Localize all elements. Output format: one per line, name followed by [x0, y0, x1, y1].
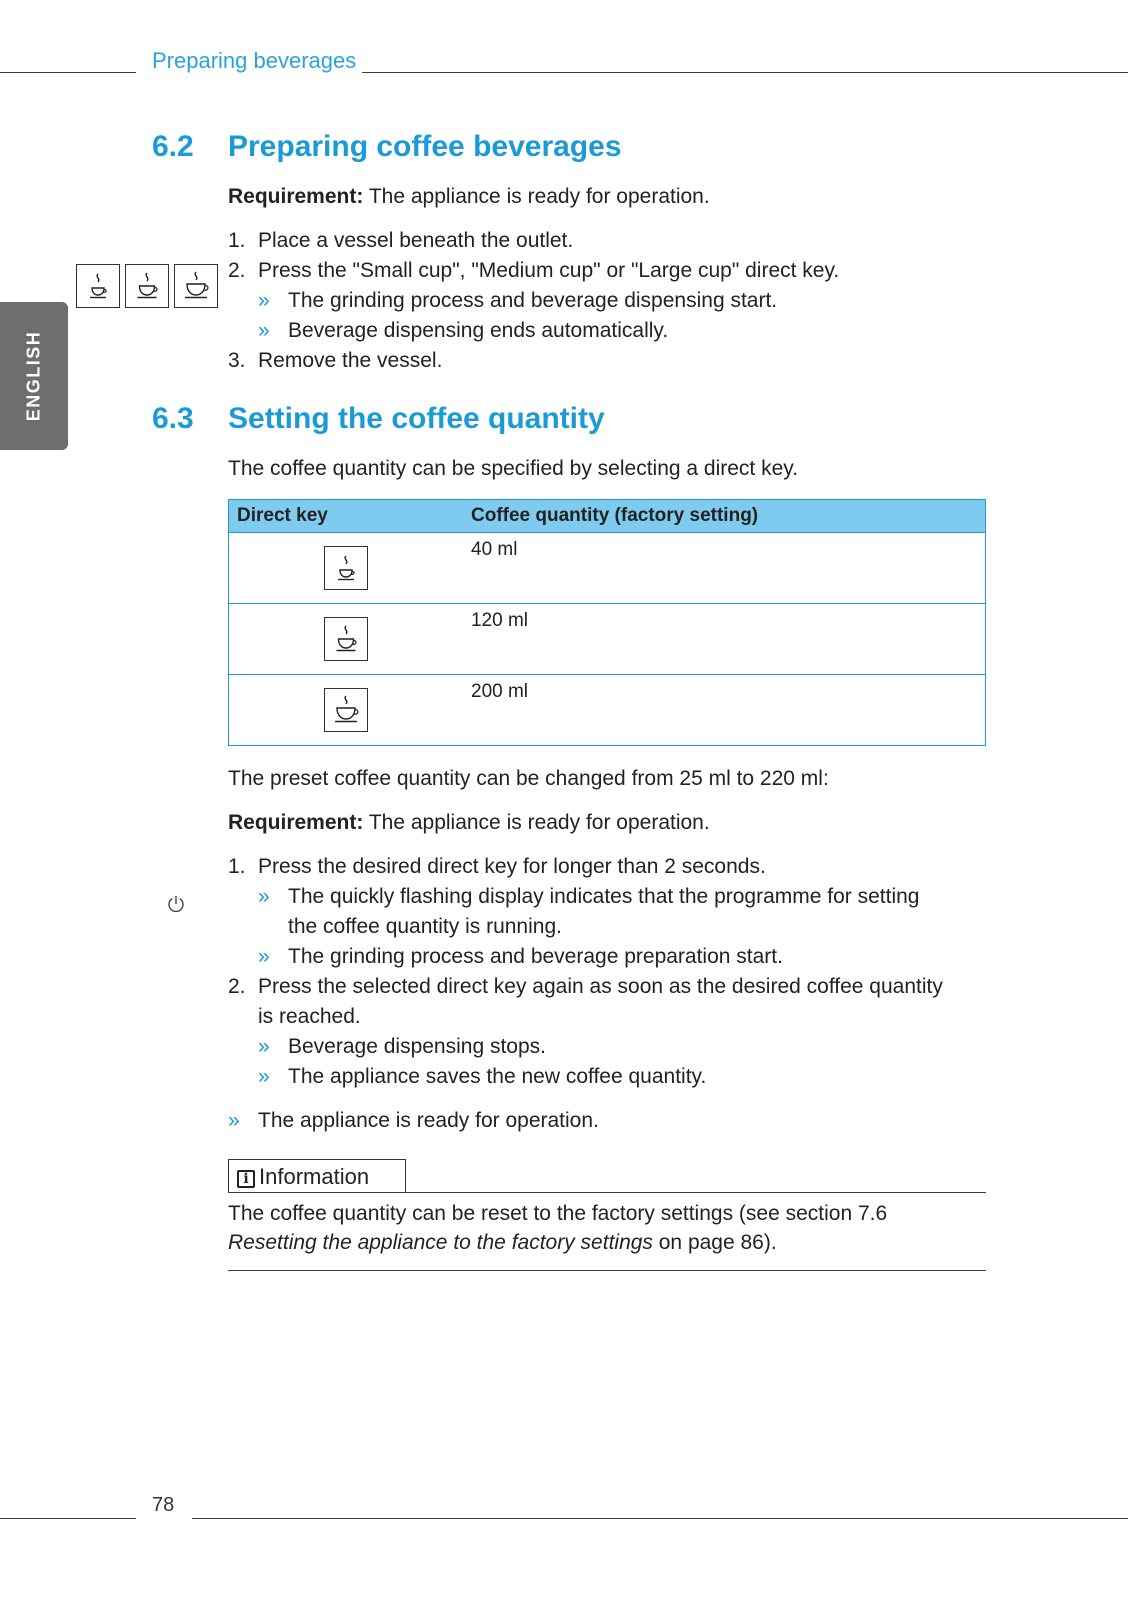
- step-text: Press the "Small cup", "Medium cup" or "Large cup" direct key.: [258, 259, 840, 282]
- medium-cup-icon: [324, 617, 368, 661]
- information-box: [228, 1159, 406, 1193]
- result-text: The grinding process and beverage preparation start.: [288, 945, 783, 968]
- header-rule-left: [0, 72, 136, 73]
- result-text: Beverage dispensing ends automatically.: [288, 319, 669, 342]
- section-62-title: Preparing coffee beverages: [228, 130, 622, 163]
- table-header-row: [229, 500, 986, 533]
- requirement-label: Requirement:: [228, 185, 364, 208]
- footer-rule-right: [192, 1518, 1128, 1519]
- result-text: The grinding process and beverage dispensing start.: [288, 289, 778, 312]
- information-bottom-rule: [228, 1270, 986, 1271]
- coffee-quantity-table: [228, 499, 986, 746]
- information-label: Information: [259, 1164, 370, 1189]
- information-text-line1: The coffee quantity can be reset to the factory settings (see section 7.6: [228, 1202, 888, 1225]
- requirement-text: The appliance is ready for operation.: [363, 185, 710, 208]
- result-text: Beverage dispensing stops.: [288, 1035, 546, 1058]
- quantity-cell: 40 ml: [463, 533, 986, 604]
- section-62-requirement: [228, 182, 710, 212]
- final-result-text: The appliance is ready for operation.: [258, 1109, 599, 1132]
- section-63-intro: The coffee quantity can be specified by selecting a direct key.: [228, 457, 799, 480]
- preset-quantity-text: The preset coffee quantity can be changed from 25 ml to 220 ml:: [228, 767, 829, 790]
- footer-rule-left: [0, 1518, 136, 1519]
- table-header-quantity: Coffee quantity (factory setting): [463, 500, 986, 533]
- step-text-continued: is reached.: [258, 1005, 361, 1028]
- step-text: Place a vessel beneath the outlet.: [258, 229, 574, 252]
- requirement-label: Requirement:: [228, 811, 364, 834]
- step-number: 1.: [228, 229, 246, 252]
- step-number: 2.: [228, 259, 246, 282]
- step-text: Press the selected direct key again as soon as the desired coffee quantity: [258, 975, 943, 998]
- quantity-cell: 200 ml: [463, 675, 986, 746]
- table-row: [229, 604, 986, 675]
- table-row: [229, 675, 986, 746]
- large-cup-icon: [324, 688, 368, 732]
- result-arrow: »: [258, 289, 270, 312]
- header-rule-right: [362, 72, 1128, 73]
- result-arrow: »: [258, 1035, 270, 1058]
- result-arrow: »: [258, 319, 270, 342]
- section-63-requirement: [228, 808, 710, 838]
- result-text: The quickly flashing display indicates that the programme for setting: [288, 885, 920, 908]
- information-reference-title: Resetting the appliance to the factory settings: [228, 1231, 653, 1254]
- small-cup-icon: [324, 546, 368, 590]
- information-top-rule: [228, 1192, 986, 1193]
- section-62-number: 6.2: [152, 130, 194, 163]
- step-text: Press the desired direct key for longer than 2 seconds.: [258, 855, 766, 878]
- direct-key-icons: [76, 264, 218, 308]
- information-reference-page: on page 86).: [652, 1231, 777, 1254]
- language-tab-label: ENGLISH: [23, 330, 44, 422]
- result-text: The appliance saves the new coffee quantity.: [288, 1065, 707, 1088]
- result-text-continued: the coffee quantity is running.: [288, 915, 562, 938]
- information-icon: i: [237, 1170, 255, 1188]
- step-text: Remove the vessel.: [258, 349, 443, 372]
- table-row: [229, 533, 986, 604]
- result-arrow: »: [258, 885, 270, 908]
- language-tab: [0, 302, 68, 450]
- large-cup-icon: [174, 264, 218, 308]
- result-arrow: »: [228, 1109, 240, 1132]
- step-number: 2.: [228, 975, 246, 998]
- table-header-direct-key: Direct key: [229, 500, 464, 533]
- medium-cup-icon: [125, 264, 169, 308]
- section-63-title: Setting the coffee quantity: [228, 402, 605, 435]
- section-63-number: 6.3: [152, 402, 194, 435]
- step-number: 3.: [228, 349, 246, 372]
- result-arrow: »: [258, 1065, 270, 1088]
- power-icon: [166, 894, 186, 919]
- page-number: 78: [152, 1494, 175, 1516]
- result-arrow: »: [258, 945, 270, 968]
- running-header: Preparing beverages: [152, 48, 357, 73]
- step-number: 1.: [228, 855, 246, 878]
- information-text: [228, 1199, 986, 1257]
- requirement-text: The appliance is ready for operation.: [363, 811, 710, 834]
- quantity-cell: 120 ml: [463, 604, 986, 675]
- small-cup-icon: [76, 264, 120, 308]
